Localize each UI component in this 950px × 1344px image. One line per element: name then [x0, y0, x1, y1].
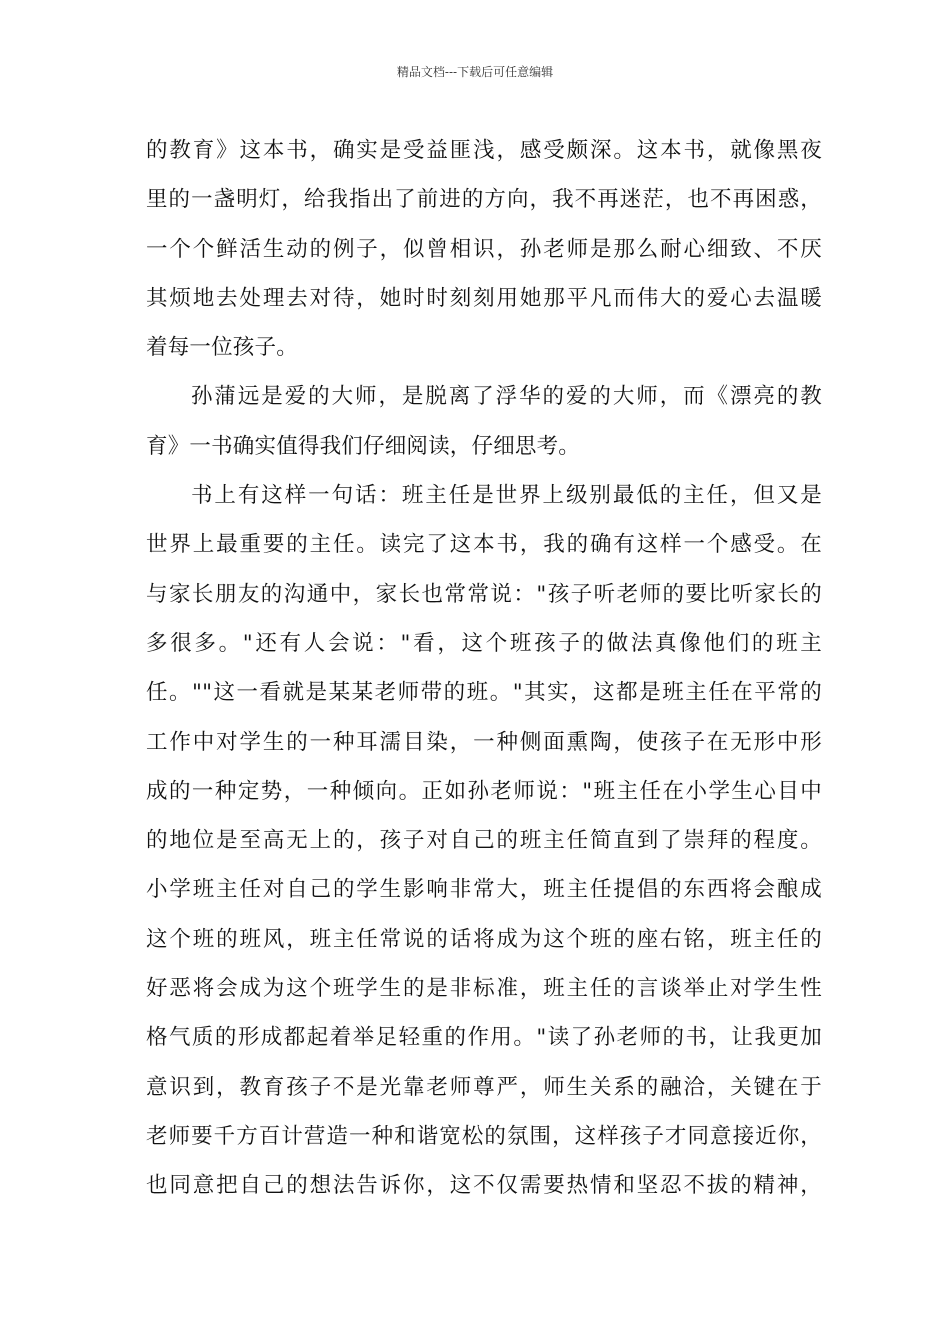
text-line: 任。""这一看就是某某老师带的班。"其实，这都是班主任在平常的	[146, 680, 822, 706]
text-line: 的教育》这本书，确实是受益匪浅，感受颇深。这本书，就像黑夜	[146, 138, 822, 163]
text-line: 其烦地去处理去对待，她时时刻刻用她那平凡而伟大的爱心去温暖	[146, 285, 822, 311]
text-line: 小学班主任对自己的学生影响非常大，班主任提倡的东西将会酿成	[146, 877, 822, 903]
text-line: 育》一书确实值得我们仔细阅读，仔细思考。	[146, 433, 581, 459]
text-line: 着每一位孩子。	[146, 335, 298, 361]
page-header: 精品文档---下载后可任意编辑	[396, 65, 554, 79]
text-line: 与家长朋友的沟通中，家长也常常说："孩子听老师的要比听家长的	[146, 581, 822, 607]
text-line: 世界上最重要的主任。读完了这本书，我的确有这样一个感受。在	[146, 532, 822, 558]
text-line: 书上有这样一句话：班主任是世界上级别最低的主任，但又是	[191, 483, 822, 509]
document-body	[146, 126, 822, 1211]
text-line: 的地位是至高无上的，孩子对自己的班主任简直到了崇拜的程度。	[146, 828, 822, 854]
text-line: 多很多。"还有人会说："看，这个班孩子的做法真像他们的班主	[146, 630, 822, 656]
text-line: 成的一种定势，一种倾向。正如孙老师说："班主任在小学生心目中	[146, 778, 822, 804]
text-line: 也同意把自己的想法告诉你，这不仅需要热情和坚忍不拔的精神，	[146, 1173, 822, 1199]
text-line: 孙蒲远是爱的大师，是脱离了浮华的爱的大师，而《漂亮的教	[191, 384, 822, 410]
text-line: 格气质的形成都起着举足轻重的作用。"读了孙老师的书，让我更加	[146, 1025, 822, 1051]
text-line: 一个个鲜活生动的例子，似曾相识，孙老师是那么耐心细致、不厌	[146, 236, 822, 262]
text-line: 工作中对学生的一种耳濡目染，一种侧面熏陶，使孩子在无形中形	[146, 729, 822, 755]
text-line: 这个班的班风，班主任常说的话将成为这个班的座右铭，班主任的	[146, 926, 822, 952]
text-line: 老师要千方百计营造一种和谐宽松的氛围，这样孩子才同意接近你，	[146, 1123, 822, 1149]
text-line: 好恶将会成为这个班学生的是非标准，班主任的言谈举止对学生性	[146, 976, 822, 1002]
text-line: 意识到，教育孩子不是光靠老师尊严，师生关系的融洽，关键在于	[146, 1074, 822, 1100]
text-line: 里的一盏明灯，给我指出了前进的方向，我不再迷茫，也不再困惑，	[146, 187, 822, 213]
